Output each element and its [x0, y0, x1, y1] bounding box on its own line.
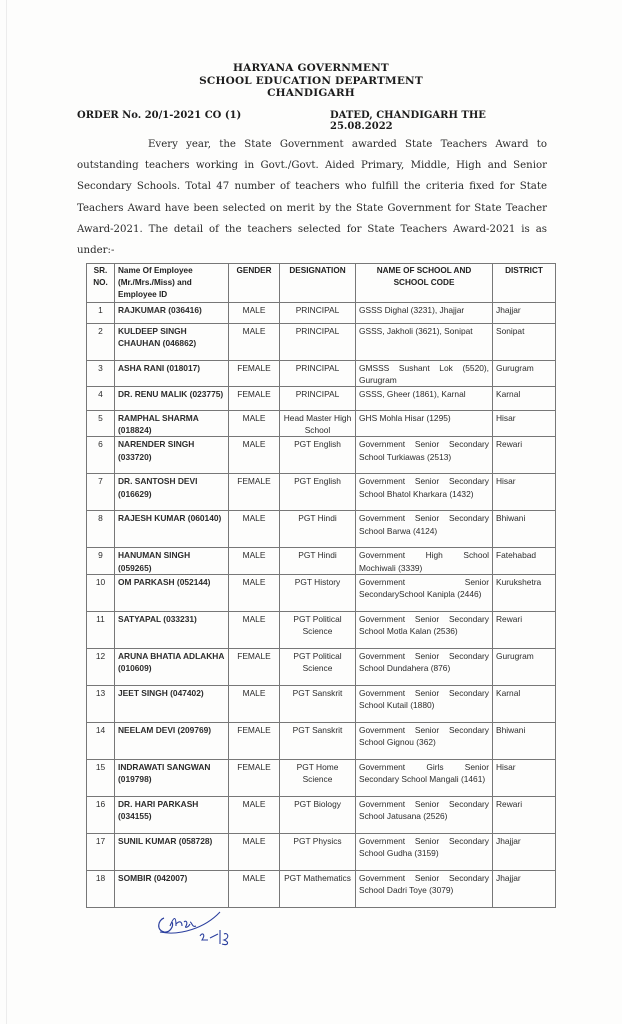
- header-employee-name: Name Of Employee (Mr./Mrs./Miss) and Employee ID: [115, 264, 229, 303]
- sr-no-cell: 6: [87, 437, 115, 474]
- district-cell: Hisar: [493, 759, 556, 796]
- district-cell: Bhiwani: [493, 722, 556, 759]
- designation-cell: PGT Physics: [280, 833, 356, 870]
- table-row: [87, 548, 556, 574]
- employee-name-cell: ASHA RANI (018017): [115, 360, 229, 386]
- designation-cell: PGT English: [280, 437, 356, 474]
- gender-cell: MALE: [229, 611, 280, 648]
- gender-cell: MALE: [229, 411, 280, 437]
- sr-no-cell: 9: [87, 548, 115, 574]
- sr-no-cell: 18: [87, 870, 115, 907]
- designation-cell: PGT Political Science: [280, 611, 356, 648]
- school-cell: GHS Mohla Hisar (1295): [356, 411, 493, 437]
- designation-cell: PGT Mathematics: [280, 870, 356, 907]
- employee-name-cell: NARENDER SINGH (033720): [115, 437, 229, 474]
- gender-cell: MALE: [229, 574, 280, 611]
- header-department: SCHOOL EDUCATION DEPARTMENT: [199, 74, 423, 87]
- designation-cell: PRINCIPAL: [280, 360, 356, 386]
- gender-cell: MALE: [229, 685, 280, 722]
- employee-name-cell: SATYAPAL (033231): [115, 611, 229, 648]
- employee-name-cell: JEET SINGH (047402): [115, 685, 229, 722]
- employee-name-cell: DR. HARI PARKASH (034155): [115, 796, 229, 833]
- employee-name-cell: RAJESH KUMAR (060140): [115, 511, 229, 548]
- employee-name-cell: NEELAM DEVI (209769): [115, 722, 229, 759]
- table-row: [87, 759, 556, 796]
- table-body: [87, 302, 556, 907]
- intro-paragraph: Every year, the State Government awarded State Teachers Award to outstanding teachers working in Govt./Govt. Aided Primary, Middle, High and Senior Secondary Schools. Total 47 number of teachers who fulfill the criteria fixed for State Teachers Award have been selected on merit by the State Government for State Teacher Award-2021. The detail of the teachers selected for State Teachers Award-2021 is as under:-: [77, 139, 547, 257]
- district-cell: Bhiwani: [493, 511, 556, 548]
- district-cell: Gurugram: [493, 648, 556, 685]
- school-cell: Government High School Mochiwali (3339): [356, 548, 493, 574]
- employee-name-cell: SOMBIR (042007): [115, 870, 229, 907]
- gender-cell: MALE: [229, 548, 280, 574]
- district-cell: Karnal: [493, 685, 556, 722]
- header-city: CHANDIGARH: [267, 87, 355, 99]
- sr-no-cell: 10: [87, 574, 115, 611]
- district-cell: Rewari: [493, 796, 556, 833]
- sr-no-cell: 12: [87, 648, 115, 685]
- table-header-row: [87, 264, 556, 303]
- employee-name-cell: OM PARKASH (052144): [115, 574, 229, 611]
- school-cell: Government Senior Secondary School Kutail (1880): [356, 685, 493, 722]
- sr-no-cell: 7: [87, 474, 115, 511]
- gender-cell: FEMALE: [229, 387, 280, 411]
- employee-name-cell: DR. SANTOSH DEVI (016629): [115, 474, 229, 511]
- district-cell: Hisar: [493, 474, 556, 511]
- table-row: [87, 611, 556, 648]
- designation-cell: PGT History: [280, 574, 356, 611]
- header-government: HARYANA GOVERNMENT: [233, 62, 389, 74]
- page-edge: [6, 0, 7, 1024]
- table-row: [87, 360, 556, 386]
- employee-name-cell: ARUNA BHATIA ADLAKHA (010609): [115, 648, 229, 685]
- gender-cell: MALE: [229, 833, 280, 870]
- header-designation: DESIGNATION: [280, 264, 356, 303]
- school-cell: Government Senior Secondary School Jatusana (2526): [356, 796, 493, 833]
- school-cell: Government Senior Secondary School Dundahera (876): [356, 648, 493, 685]
- sr-no-cell: 14: [87, 722, 115, 759]
- table-row: [87, 722, 556, 759]
- district-cell: Sonipat: [493, 323, 556, 360]
- document-header: [0, 62, 622, 100]
- table-row: [87, 437, 556, 474]
- district-cell: Jhajjar: [493, 833, 556, 870]
- gender-cell: MALE: [229, 870, 280, 907]
- district-cell: Jhajjar: [493, 302, 556, 323]
- table-row: [87, 411, 556, 437]
- school-cell: Government Senior SecondarySchool Kanipla (2446): [356, 574, 493, 611]
- sr-no-cell: 1: [87, 302, 115, 323]
- district-cell: Kurukshetra: [493, 574, 556, 611]
- handwritten-signature: [150, 908, 260, 948]
- table-row: [87, 474, 556, 511]
- sr-no-cell: 11: [87, 611, 115, 648]
- table-row: [87, 685, 556, 722]
- school-cell: GSSS, Jakholi (3621), Sonipat: [356, 323, 493, 360]
- designation-cell: PGT Hindi: [280, 548, 356, 574]
- school-cell: GSSS, Gheer (1861), Karnal: [356, 387, 493, 411]
- district-cell: Jhajjar: [493, 870, 556, 907]
- district-cell: Karnal: [493, 387, 556, 411]
- designation-cell: PRINCIPAL: [280, 323, 356, 360]
- sr-no-cell: 4: [87, 387, 115, 411]
- employee-name-cell: KULDEEP SINGH CHAUHAN (046862): [115, 323, 229, 360]
- order-date: DATED, CHANDIGARH THE 25.08.2022: [330, 110, 486, 132]
- gender-cell: MALE: [229, 302, 280, 323]
- designation-cell: PRINCIPAL: [280, 387, 356, 411]
- table-row: [87, 387, 556, 411]
- gender-cell: MALE: [229, 437, 280, 474]
- gender-cell: MALE: [229, 511, 280, 548]
- header-district: DISTRICT: [493, 264, 556, 303]
- gender-cell: FEMALE: [229, 474, 280, 511]
- designation-cell: PGT Home Science: [280, 759, 356, 796]
- employee-name-cell: RAJKUMAR (036416): [115, 302, 229, 323]
- header-school: NAME OF SCHOOL AND SCHOOL CODE: [356, 264, 493, 303]
- sr-no-cell: 13: [87, 685, 115, 722]
- order-number: ORDER No. 20/1-2021 CO (1): [77, 110, 242, 121]
- table-row: [87, 648, 556, 685]
- school-cell: GMSSS Sushant Lok (5520), Gurugram: [356, 360, 493, 386]
- designation-cell: Head Master High School: [280, 411, 356, 437]
- district-cell: Fatehabad: [493, 548, 556, 574]
- sr-no-cell: 3: [87, 360, 115, 386]
- school-cell: Government Senior Secondary School Dadri Toye (3079): [356, 870, 493, 907]
- sr-no-cell: 8: [87, 511, 115, 548]
- sr-no-cell: 5: [87, 411, 115, 437]
- gender-cell: FEMALE: [229, 759, 280, 796]
- employee-name-cell: INDRAWATI SANGWAN (019798): [115, 759, 229, 796]
- district-cell: Rewari: [493, 611, 556, 648]
- table-row: [87, 302, 556, 323]
- employee-name-cell: RAMPHAL SHARMA (018824): [115, 411, 229, 437]
- designation-cell: PGT Political Science: [280, 648, 356, 685]
- district-cell: Gurugram: [493, 360, 556, 386]
- designation-cell: PGT Hindi: [280, 511, 356, 548]
- school-cell: Government Senior Secondary School Gudha (3159): [356, 833, 493, 870]
- table-row: [87, 796, 556, 833]
- gender-cell: MALE: [229, 796, 280, 833]
- designation-cell: PGT Biology: [280, 796, 356, 833]
- employee-name-cell: HANUMAN SINGH (059265): [115, 548, 229, 574]
- sr-no-cell: 2: [87, 323, 115, 360]
- gender-cell: FEMALE: [229, 360, 280, 386]
- sr-no-cell: 15: [87, 759, 115, 796]
- designation-cell: PGT Sanskrit: [280, 685, 356, 722]
- district-cell: Hisar: [493, 411, 556, 437]
- sr-no-cell: 16: [87, 796, 115, 833]
- designation-cell: PRINCIPAL: [280, 302, 356, 323]
- designation-cell: PGT Sanskrit: [280, 722, 356, 759]
- table-row: [87, 574, 556, 611]
- table-row: [87, 511, 556, 548]
- school-cell: GSSS Dighal (3231), Jhajjar: [356, 302, 493, 323]
- school-cell: Government Senior Secondary School Motla Kalan (2536): [356, 611, 493, 648]
- school-cell: Government Girls Senior Secondary School Mangali (1461): [356, 759, 493, 796]
- table-row: [87, 870, 556, 907]
- header-sr-no: SR. NO.: [87, 264, 115, 303]
- table-row: [87, 323, 556, 360]
- header-gender: GENDER: [229, 264, 280, 303]
- sr-no-cell: 17: [87, 833, 115, 870]
- teachers-table: [86, 263, 556, 908]
- school-cell: Government Senior Secondary School Gignou (362): [356, 722, 493, 759]
- gender-cell: FEMALE: [229, 722, 280, 759]
- school-cell: Government Senior Secondary School Bhatol Kharkara (1432): [356, 474, 493, 511]
- school-cell: Government Senior Secondary School Barwa (4124): [356, 511, 493, 548]
- gender-cell: MALE: [229, 323, 280, 360]
- employee-name-cell: DR. RENU MALIK (023775): [115, 387, 229, 411]
- gender-cell: FEMALE: [229, 648, 280, 685]
- district-cell: Rewari: [493, 437, 556, 474]
- table-row: [87, 833, 556, 870]
- designation-cell: PGT English: [280, 474, 356, 511]
- employee-name-cell: SUNIL KUMAR (058728): [115, 833, 229, 870]
- school-cell: Government Senior Secondary School Turkiawas (2513): [356, 437, 493, 474]
